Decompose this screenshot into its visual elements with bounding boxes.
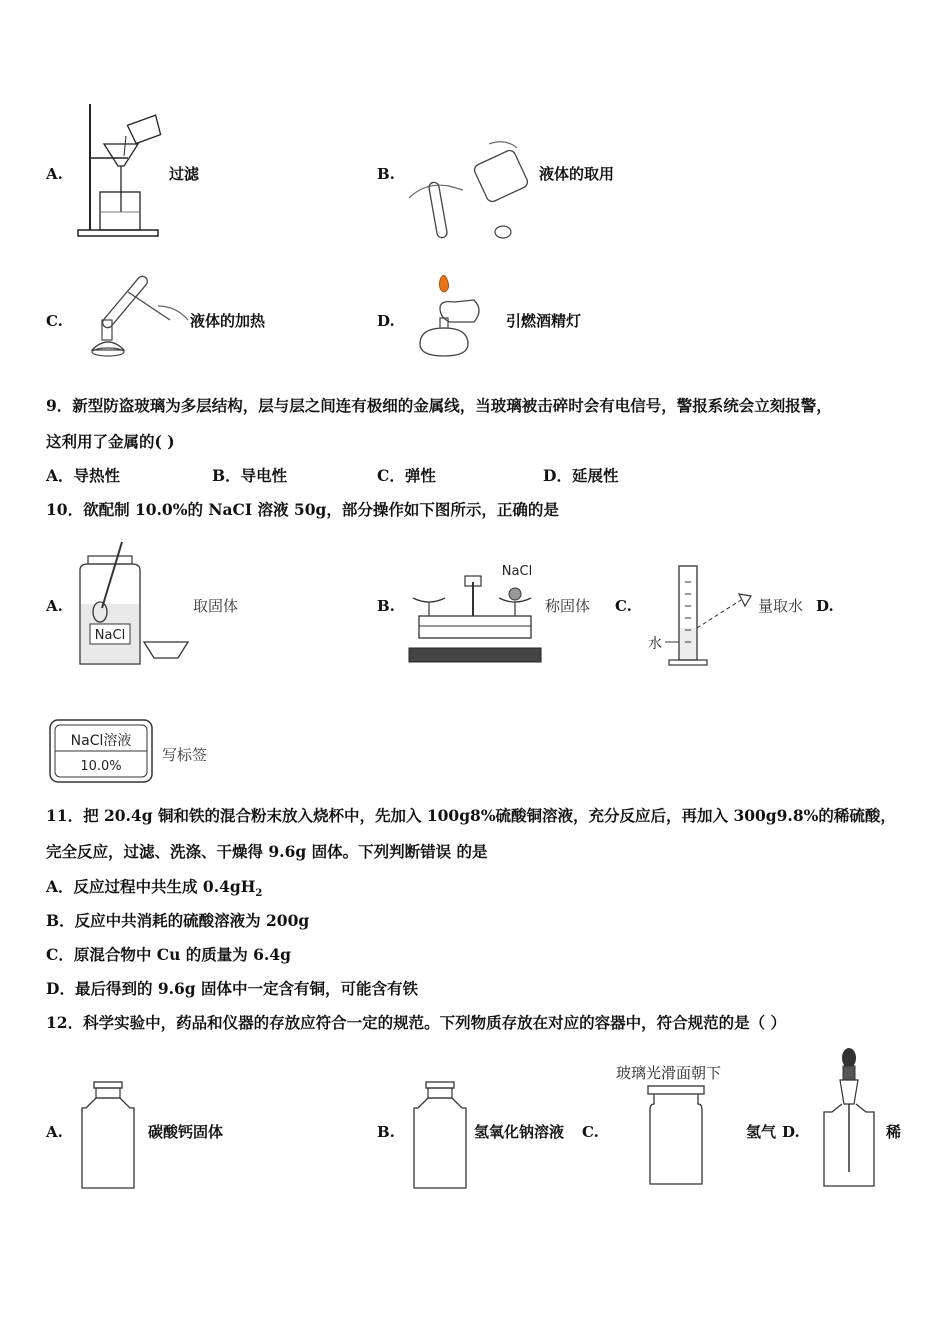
q11-stem-line1: 11．把 20.4g 铜和铁的混合粉末放入烧杯中，先加入 100g8%硫酸铜溶液，充分反应后，再加入 300g9.8%的稀硫酸， [46, 806, 896, 825]
q12-option-c-text: 氢气 [746, 1123, 777, 1141]
q11-stem-line2: 完全反应，过滤、洗涤、干燥得 9.6g 固体。下列判断错误 的是 [46, 842, 488, 861]
q8-option-a-text: 过滤 [169, 165, 200, 183]
lighting-alcohol-lamp-figure [410, 270, 506, 362]
filtration-figure [74, 100, 170, 240]
q12-option-b-text: 氢氧化钠溶液 [474, 1123, 565, 1141]
measure-water-figure [645, 562, 757, 670]
gas-jar-figure [646, 1084, 706, 1188]
jar-label-text: NaCl [94, 628, 126, 643]
q12-option-b-letter: B. [377, 1123, 395, 1141]
q8-option-a-letter: A. [46, 165, 63, 183]
q10-option-a-letter: A. [46, 597, 63, 615]
take-solid-figure [74, 538, 194, 668]
q12-option-a-letter: A. [46, 1123, 63, 1141]
q10-option-b-letter: B. [377, 597, 395, 615]
q8-option-c-letter: C. [46, 312, 63, 330]
q8-option-b-letter: B. [377, 165, 395, 183]
q10-stem: 10．欲配制 10.0%的 NaCI 溶液 50g，部分操作如下图所示，正确的是 [46, 500, 559, 519]
q9-option-c: C．弹性 [377, 466, 436, 485]
q11-option-a-subscript: 2 [255, 888, 263, 900]
q12-stem: 12．科学实验中，药品和仪器的存放应符合一定的规范。下列物质存放在对应的容器中，符合规范的是（ ） [46, 1013, 786, 1032]
q12-option-d-text: 稀 [886, 1123, 902, 1141]
water-label-text: 水 [648, 636, 662, 652]
q11-option-d: D．最后得到的 9.6g 固体中一定含有铜，可能含有铁 [46, 979, 419, 998]
q11-option-a-text: A．反应过程中共生成 0.4gH [46, 877, 256, 896]
tag-line2-text: 10.0% [80, 759, 122, 774]
balance-figure [405, 558, 545, 668]
q11-option-b: B．反应中共消耗的硫酸溶液为 200g [46, 911, 310, 930]
q8-option-d-letter: D. [377, 312, 395, 330]
q9-stem-line2: 这利用了金属的( ) [46, 432, 175, 451]
q9-option-b: B．导电性 [212, 466, 288, 485]
q10-option-b-text: 称固体 [545, 597, 591, 615]
narrow-mouth-bottle-figure [410, 1080, 470, 1192]
q10-option-d-letter: D. [816, 597, 834, 615]
q12-option-d-letter: D. [782, 1123, 800, 1141]
q12-option-a-text: 碳酸钙固体 [148, 1123, 224, 1141]
q10-option-d-text: 写标签 [162, 746, 208, 764]
q10-option-a-text: 取固体 [193, 597, 239, 615]
q11-option-c: C．原混合物中 Cu 的质量为 6.4g [46, 945, 291, 964]
heating-liquid-figure [84, 262, 194, 360]
tag-line1-text: NaCl溶液 [70, 733, 132, 749]
q10-option-c-letter: C. [615, 597, 632, 615]
q10-option-c-text: 量取水 [758, 597, 804, 615]
q9-option-a: A．导热性 [46, 466, 121, 485]
q8-option-b-text: 液体的取用 [539, 165, 615, 183]
q9-option-d: D．延展性 [543, 466, 619, 485]
q8-option-d-text: 引燃酒精灯 [506, 312, 582, 330]
pan-label-text: NaCl [501, 564, 533, 579]
wide-mouth-bottle-figure [78, 1080, 138, 1192]
pouring-liquid-figure [405, 138, 541, 242]
dropper-bottle-figure [818, 1046, 880, 1190]
label-tag-figure [48, 718, 156, 784]
q12-option-c-note: 玻璃光滑面朝下 [616, 1064, 722, 1082]
q12-option-c-letter: C. [582, 1123, 599, 1141]
q11-option-a [46, 877, 262, 904]
q9-stem-line1: 9．新型防盗玻璃为多层结构，层与层之间连有极细的金属线，当玻璃被击碎时会有电信号，警报系统会立刻报警， [46, 396, 832, 415]
q8-option-c-text: 液体的加热 [190, 312, 266, 330]
